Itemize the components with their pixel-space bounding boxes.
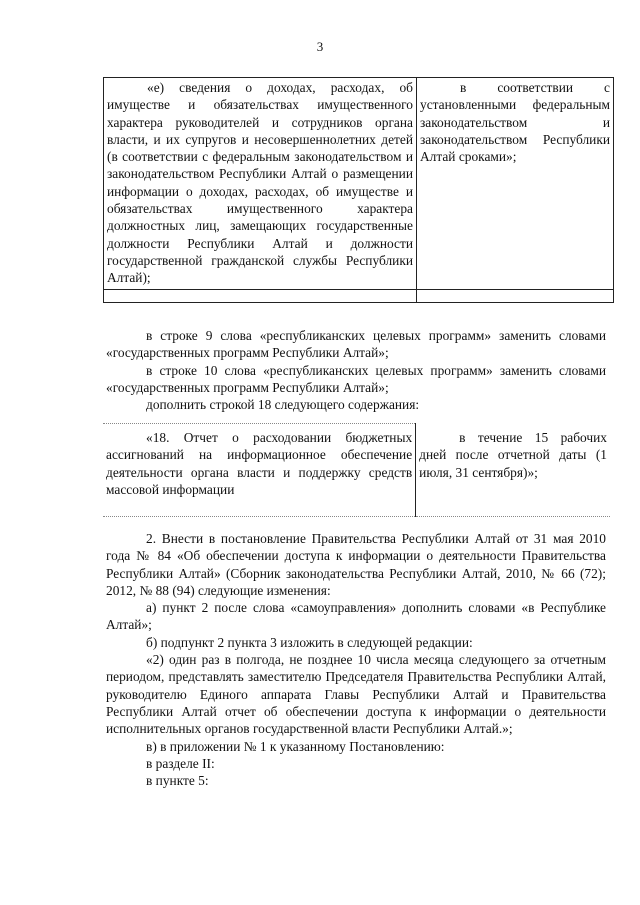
table-cell-empty [104, 289, 417, 302]
paragraph-line-9: в строке 9 слова «республиканских целевых программ» заменить словами «государственных программ Республики Алтай»; [106, 328, 606, 361]
paragraph-subitem-b: б) подпункт 2 пункта 3 изложить в следующей редакции: [146, 634, 473, 650]
paragraph-subitem-a: а) пункт 2 после слова «самоуправления» дополнить словами «в Республике Алтай»; [106, 600, 606, 633]
table-row-bottom [103, 500, 610, 517]
table-row [104, 78, 614, 290]
table-cell-report-deadline: в течение 15 рабочих дней после отчетной даты (1 июля, 31 сентября)»; [419, 430, 607, 480]
paragraph-point-5: в пункте 5: [146, 773, 209, 789]
paragraph-line-10: в строке 10 слова «республиканских целевых программ» заменить словами «государственных программ Республики Алтай»; [106, 362, 606, 395]
resolution-amendments [106, 530, 606, 789]
table-cell-empty [103, 500, 416, 517]
paragraph-subitem-v: в) в приложении № 1 к указанному Постановлению: [146, 738, 445, 754]
table-row-blank [104, 289, 614, 302]
table-cell-empty [417, 289, 614, 302]
amendment-paragraphs [106, 327, 606, 413]
paragraph-item-2: 2. Внести в постановление Правительства Республики Алтай от 31 мая 2010 года № 84 «Об обеспечении доступа к информации о деятельности Правительства Республики Алтай» (Сборник законодательства Республики Алтай, 2010, № 66 (72); 2012, № 88 (94) следующие изменения: [106, 531, 606, 598]
paragraph-section-2: в разделе II: [146, 755, 215, 771]
table-cell-description: «е) сведения о доходах, расходах, об имуществе и обязательствах имущественного характера руководителей и сотрудников органа власти, и их супругов и несовершеннолетних детей (в соответствии с федеральным законодательством и законодательством Республики Алтай о размещении информации о доходах, расходах, об имуществе и обязательствах имущественного характера должностных лиц, замещающих государственные должности Республики Алтай и должности государственной гражданской службы Республики Алтай); [104, 78, 417, 290]
paragraph-quote-2: «2) один раз в полгода, не позднее 10 числа месяца следующего за отчетным периодом, представлять заместителю Председателя Правительства Республики Алтай, руководителю Единого аппарата Главы Республики Алтай и Правительства Республики Алтай отчет об обеспечении доступа к информации о деятельности исполнительных органов государственной власти Республики Алтай.»; [106, 652, 606, 737]
info-table-1 [103, 77, 614, 303]
table-cell-report: «18. Отчет о расходовании бюджетных ассигнований на информационное обеспечение деятельности органа власти и поддержку средств массовой информации [103, 428, 416, 500]
page-number: 3 [316, 39, 324, 54]
table-row [103, 428, 610, 500]
table-cell-deadline: в соответствии с установленными федеральным законодательством и законодательством Республики Алтай сроками»; [417, 78, 614, 290]
info-table-2 [103, 423, 610, 517]
table-cell-empty [416, 500, 610, 517]
paragraph-line-18: дополнить строкой 18 следующего содержания: [146, 397, 420, 413]
